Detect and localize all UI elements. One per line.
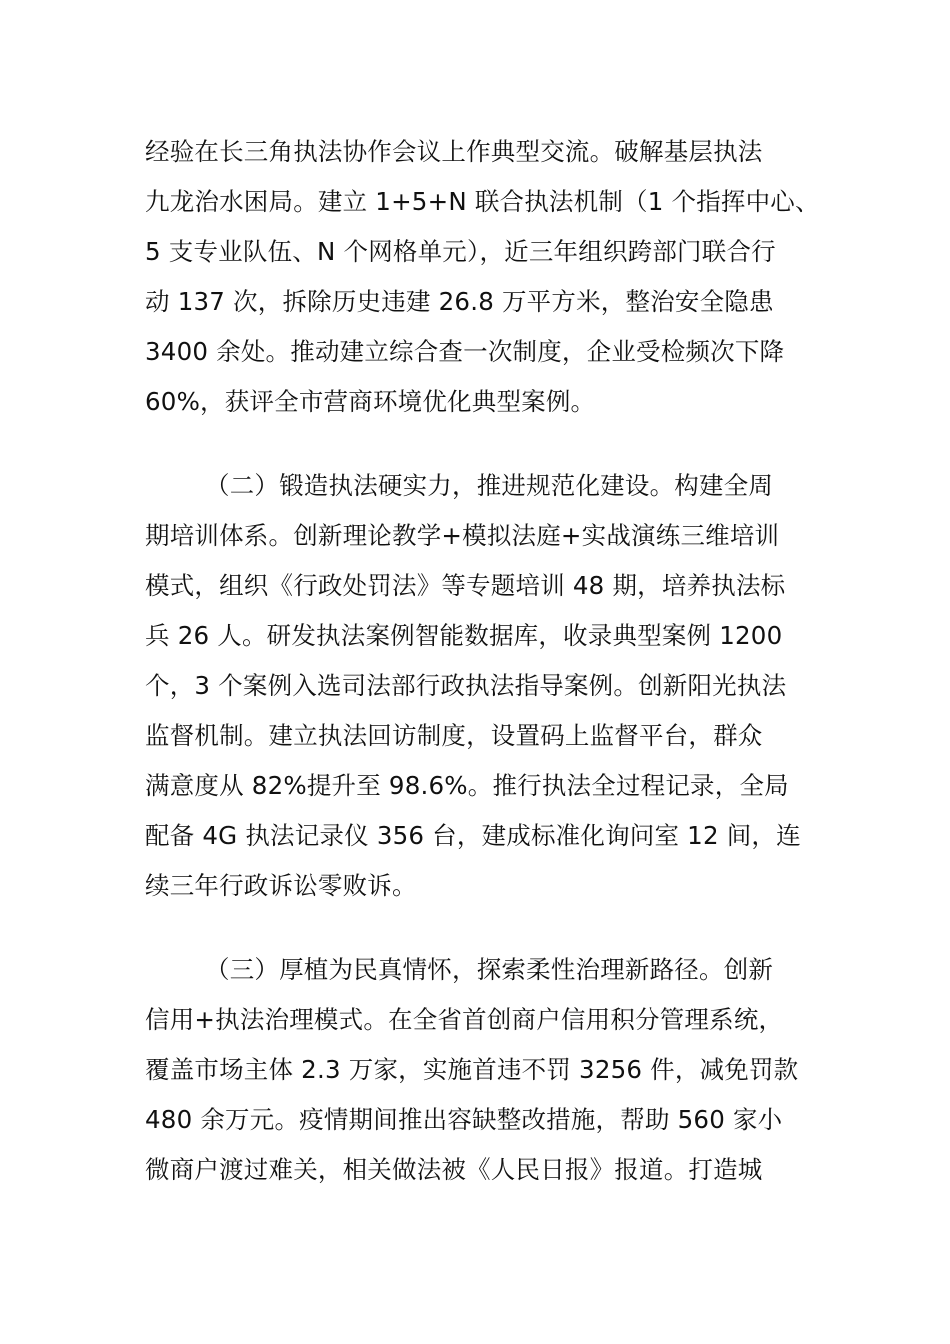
paragraph-1-line-1: 经验在长三角执法协作会议上作典型交流。破解基层执法 (145, 137, 763, 166)
paragraph-2-line-5: 个，3 个案例入选司法部行政执法指导案例。创新阳光执法 (145, 671, 787, 700)
paragraph-3-line-3: 覆盖市场主体 2.3 万家，实施首违不罚 3256 件，减免罚款 (145, 1055, 799, 1084)
paragraph-1-line-3: 5 支专业队伍、N 个网格单元），近三年组织跨部门联合行 (145, 237, 776, 266)
paragraph-2-line-7: 满意度从 82%提升至 98.6%。推行执法全过程记录，全局 (145, 771, 789, 800)
paragraph-1-line-6: 60%，获评全市营商环境优化典型案例。 (145, 387, 596, 416)
paragraph-2-line-6: 监督机制。建立执法回访制度，设置码上监督平台，群众 (145, 721, 763, 750)
paragraph-3-line-5: 微商户渡过难关，相关做法被《人民日报》报道。打造城 (145, 1155, 763, 1184)
paragraph-1-line-4: 动 137 次，拆除历史违建 26.8 万平方米，整治安全隐患 (145, 287, 774, 316)
paragraph-2-line-1: （二）锻造执法硬实力，推进规范化建设。构建全周 (205, 471, 774, 500)
paragraph-2-line-3: 模式，组织《行政处罚法》等专题培训 48 期，培养执法标 (145, 571, 786, 600)
paragraph-1-line-2: 九龙治水困局。建立 1+5+N 联合执法机制（1 个指挥中心、 (145, 187, 820, 216)
paragraph-3-line-1: （三）厚植为民真情怀，探索柔性治理新路径。创新 (205, 955, 774, 984)
paragraph-2-line-4: 兵 26 人。研发执法案例智能数据库，收录典型案例 1200 (145, 621, 783, 650)
paragraph-3-line-4: 480 余万元。疫情期间推出容缺整改措施，帮助 560 家小 (145, 1105, 783, 1134)
paragraph-1-line-5: 3400 余处。推动建立综合查一次制度，企业受检频次下降 (145, 337, 785, 366)
paragraph-2-line-2: 期培训体系。创新理论教学+模拟法庭+实战演练三维培训 (145, 521, 780, 550)
paragraph-2-line-8: 配备 4G 执法记录仪 356 台，建成标准化询问室 12 间，连 (145, 821, 801, 850)
paragraph-2-line-9: 续三年行政诉讼零败诉。 (145, 871, 417, 900)
paragraph-3-line-2: 信用+执法治理模式。在全省首创商户信用积分管理系统， (145, 1005, 784, 1034)
